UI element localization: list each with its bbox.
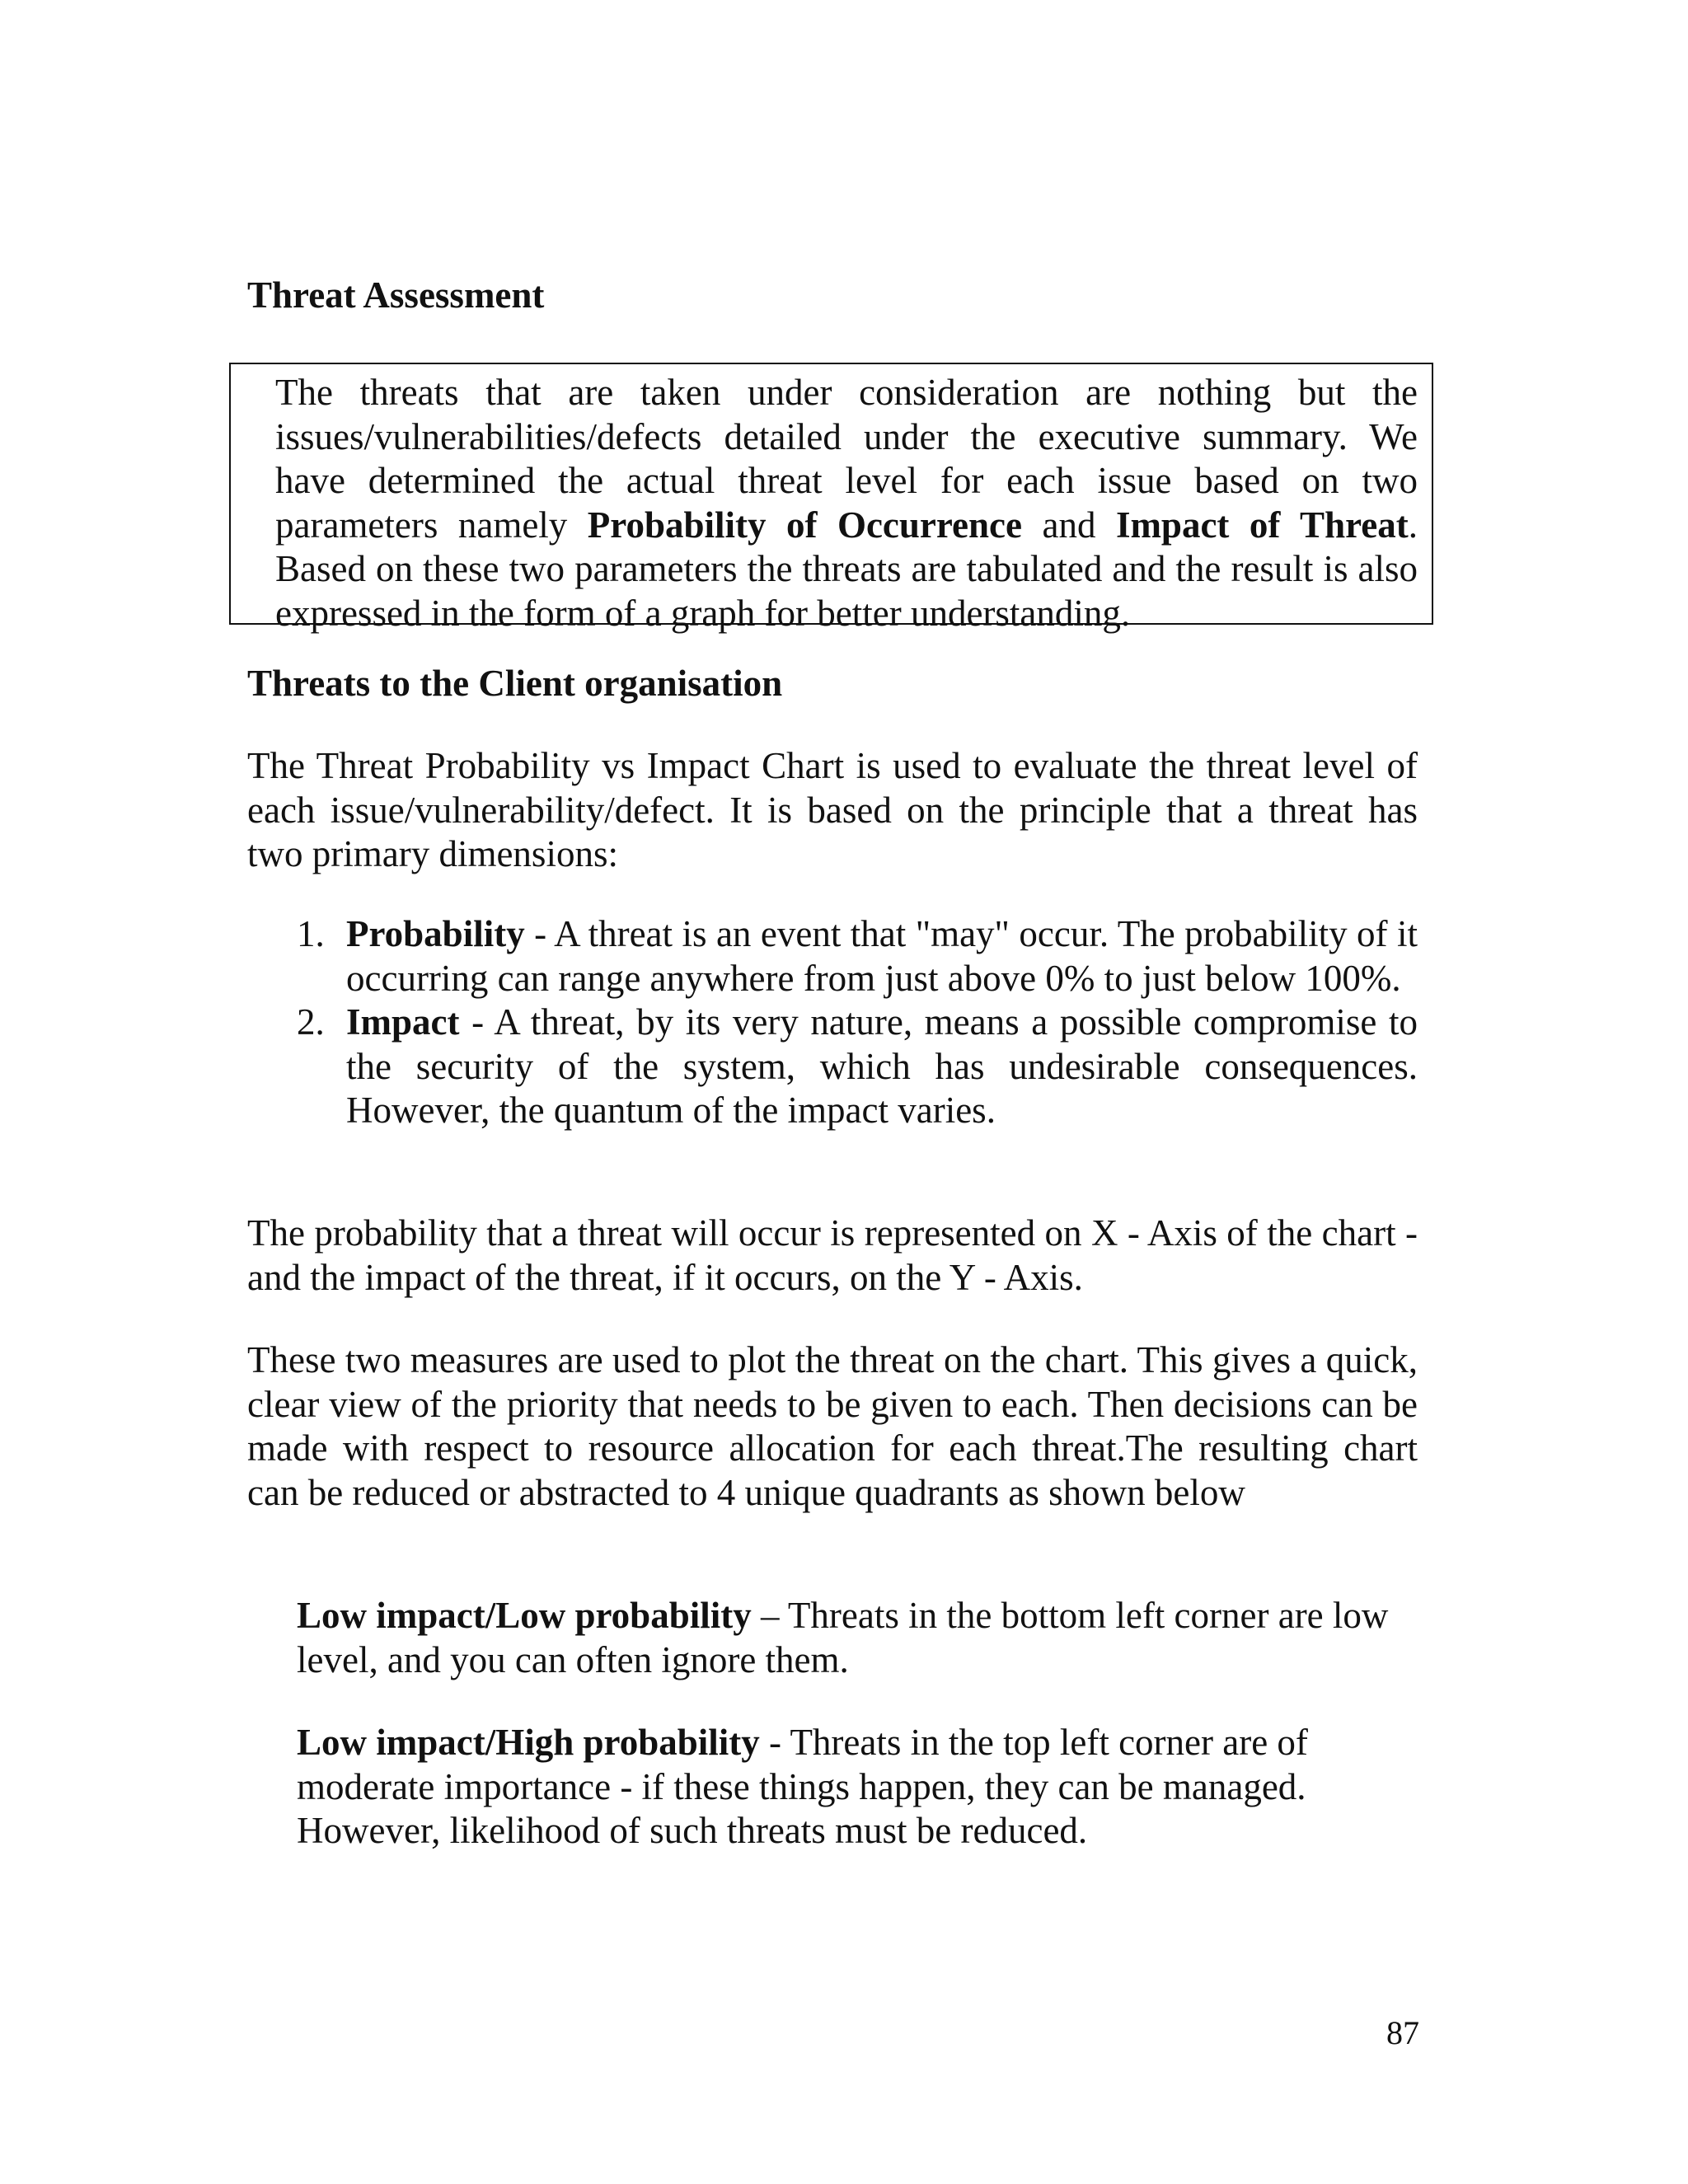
quadrant-text: - Threats in the top left corner are of moderate importance - if these things happen, they can be managed. However, likelihood of such threats must be reduced. [297,1722,1308,1851]
quadrant-term: Low impact/Low probability [297,1595,752,1636]
summary-text-2: and [1022,504,1116,546]
quadrant-low-low [297,1594,1418,1682]
summary-box [229,363,1433,634]
list-number: 1. [297,913,325,954]
list-number: 2. [297,1001,325,1043]
page-number: 87 [1386,2014,1419,2051]
measures-paragraph: These two measures are used to plot the threat on the chart. This gives a quick, clear view of the priority that needs to be given to each. Then decisions can be made with respect to resource allocation for each threat.The resulting chart can be reduced or abstracted to 4 unique quadrants as shown below [247,1339,1418,1513]
list-item [297,1001,1418,1133]
summary-text-3: . Based on these two parameters the threats are tabulated and the result is also expressed in the form of a graph for better understanding. [275,504,1418,634]
quadrant-text: – Threats in the bottom left corner are low level, and you can often ignore them. [297,1595,1389,1680]
intro-paragraph: The Threat Probability vs Impact Chart is used to evaluate the threat level of each issue/vulnerability/defect. It is based on the principle that a threat has two primary dimensions: [247,745,1418,874]
quadrant-low-high [297,1721,1418,1854]
list-item [297,912,1418,1001]
summary-text-1: The threats that are taken under consideration are nothing but the issues/vulnerabilities/defects detailed under the executive summary. We have determined the actual threat level for each issue based on two parameters namely [275,372,1418,546]
summary-bold-impact: Impact of Threat [1115,504,1409,546]
summary-bold-probability: Probability of Occurrence [587,504,1022,546]
summary-paragraph [275,371,1418,635]
quadrant-term: Low impact/High probability [297,1722,760,1763]
list-text: - A threat is an event that "may" occur. The probability of it occurring can range anywhere from just above 0% to just below 100%. [346,913,1418,999]
axes-paragraph: The probability that a threat will occur is represented on X - Axis of the chart - and the impact of the threat, if it occurs, on the Y - Axis. [247,1212,1418,1298]
heading-threat-assessment: Threat Assessment [247,274,545,316]
heading-threats-client: Threats to the Client organisation [247,663,783,704]
list-text: - A threat, by its very nature, means a possible compromise to the security of the system, which has undesirable consequences. However, the quantum of the impact varies. [346,1001,1418,1131]
list-term: Impact [346,1001,460,1043]
list-term: Probability [346,913,525,954]
dimensions-list [297,912,1418,1133]
